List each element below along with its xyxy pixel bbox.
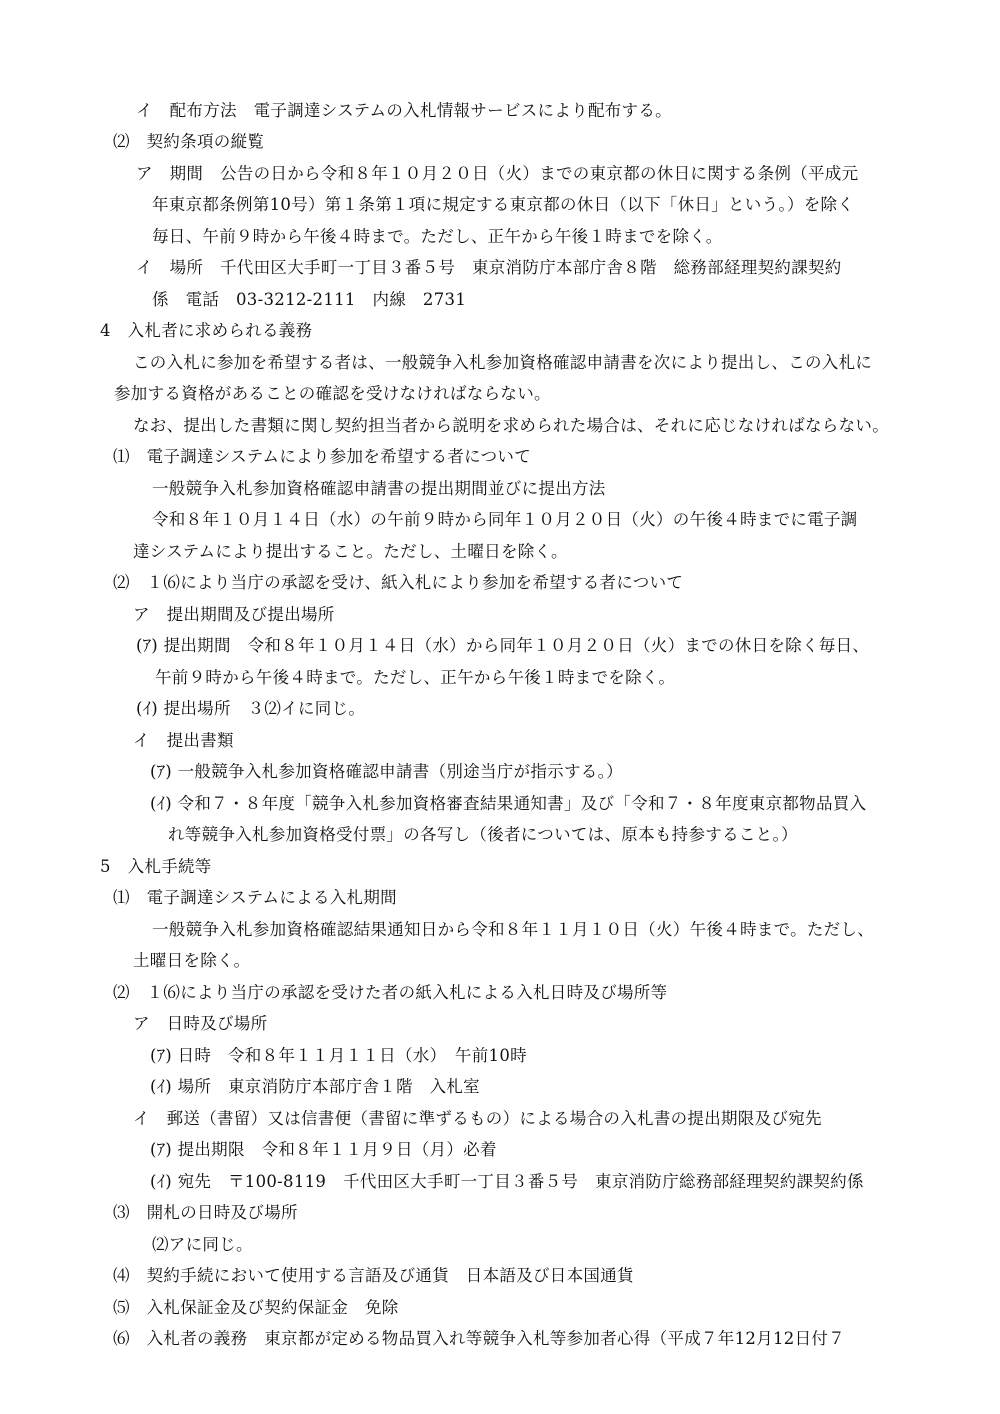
section-heading: ⑹ 入札者の義務 東京都が定める物品買入れ等競争入札等参加者心得（平成７年12月12日付７ xyxy=(113,1329,845,1348)
text-line: イ 提出書類 xyxy=(133,731,234,750)
text-line: (ｱ) 一般競争入札参加資格確認申請書（別途当庁が指示する。） xyxy=(150,762,623,781)
text-line: イ 配布方法 電子調達システムの入札情報サービスにより配布する。 xyxy=(136,101,672,120)
section-heading: ⑵ １⑹により当庁の承認を受けた者の紙入札による入札日時及び場所等 xyxy=(113,983,668,1002)
section-heading: 5 入札手続等 xyxy=(100,857,212,876)
text-line: 係 電話 03-3212-2111 内線 2731 xyxy=(152,290,467,309)
section-heading: 4 入札者に求められる義務 xyxy=(100,321,313,340)
section-heading: ⑴ 電子調達システムによる入札期間 xyxy=(113,888,397,907)
section-heading: ⑵ １⑹により当庁の承認を受け、紙入札により参加を希望する者について xyxy=(113,573,684,592)
text-line: 毎日、午前９時から午後４時まで。ただし、正午から午後１時までを除く。 xyxy=(152,227,723,246)
text-line: 年東京都条例第10号）第１条第１項に規定する東京都の休日（以下「休日」という。）を除く xyxy=(152,195,855,214)
text-line: ア 提出期間及び提出場所 xyxy=(133,605,335,624)
text-line: ⑵アに同じ。 xyxy=(152,1235,253,1254)
section-heading: ⑴ 電子調達システムにより参加を希望する者について xyxy=(113,447,532,466)
text-line: れ等競争入札参加資格受付票」の各写し（後者については、原本も持参すること。） xyxy=(168,825,798,844)
text-line: (ｲ) 提出場所 ３⑵イに同じ。 xyxy=(136,699,366,718)
text-line: 午前９時から午後４時まで。ただし、正午から午後１時までを除く。 xyxy=(155,668,676,687)
section-heading: ⑶ 開札の日時及び場所 xyxy=(113,1203,298,1222)
text-line: 土曜日を除く。 xyxy=(133,951,251,970)
text-line: (ｱ) 提出期間 令和８年１０月１４日（水）から同年１０月２０日（火）までの休日を除く毎日、 xyxy=(136,636,870,655)
text-line: 令和８年１０月１４日（水）の午前９時から同年１０月２０日（火）の午後４時までに電子調 xyxy=(152,510,858,529)
text-line: (ｱ) 日時 令和８年１１月１１日（水） 午前10時 xyxy=(150,1046,527,1065)
text-line: イ 郵送（書留）又は信書便（書留に準ずるもの）による場合の入札書の提出期限及び宛先 xyxy=(133,1109,822,1128)
text-line: イ 場所 千代田区大手町一丁目３番５号 東京消防庁本部庁舎８階 総務部経理契約課契約 xyxy=(136,258,842,277)
text-line: この入札に参加を希望する者は、一般競争入札参加資格確認申請書を次により提出し、この入札に xyxy=(133,353,873,372)
text-line: (ｱ) 提出期限 令和８年１１月９日（月）必着 xyxy=(150,1140,497,1159)
text-line: ア 期間 公告の日から令和８年１０月２０日（火）までの東京都の休日に関する条例（平成元 xyxy=(136,164,859,183)
text-line: (ｲ) 場所 東京消防庁本部庁舎１階 入札室 xyxy=(150,1077,480,1096)
section-heading: ⑷ 契約手続において使用する言語及び通貨 日本語及び日本国通貨 xyxy=(113,1266,634,1285)
text-line: (ｲ) 令和７・８年度「競争入札参加資格審査結果通知書」及び「令和７・８年度東京都物品買入 xyxy=(150,794,867,813)
section-heading: ⑵ 契約条項の縦覧 xyxy=(113,132,265,151)
text-line: 参加する資格があることの確認を受けなければならない。 xyxy=(114,384,551,403)
text-line: なお、提出した書類に関し契約担当者から説明を求められた場合は、それに応じなければならない。 xyxy=(133,416,889,435)
text-line: 達システムにより提出すること。ただし、土曜日を除く。 xyxy=(133,542,568,561)
text-line: (ｲ) 宛先 〒100-8119 千代田区大手町一丁目３番５号 東京消防庁総務部経理契約課契約係 xyxy=(150,1172,864,1191)
section-heading: ⑸ 入札保証金及び契約保証金 免除 xyxy=(113,1298,399,1317)
text-line: 一般競争入札参加資格確認結果通知日から令和８年１１月１０日（火）午後４時まで。ただし、 xyxy=(152,920,875,939)
text-line: ア 日時及び場所 xyxy=(133,1014,268,1033)
text-line: 一般競争入札参加資格確認申請書の提出期間並びに提出方法 xyxy=(152,479,606,498)
